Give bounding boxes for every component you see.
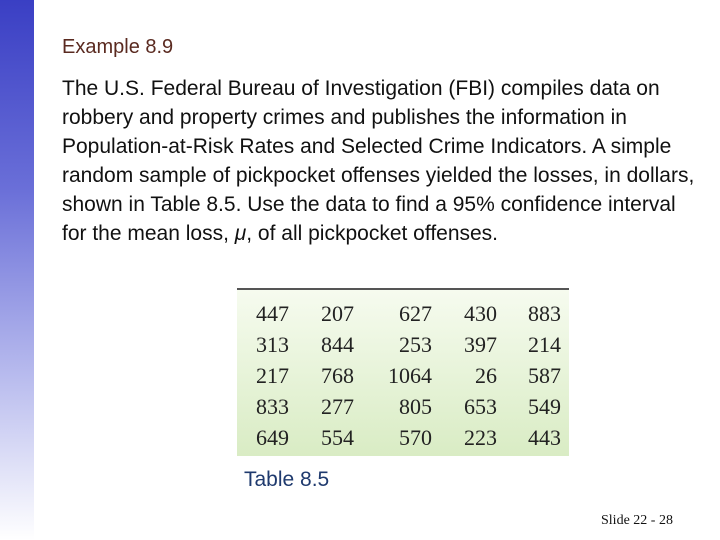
table-row — [237, 422, 569, 453]
table-cell: 883 — [528, 300, 561, 326]
decorative-side-bar — [0, 0, 34, 540]
table-cell: 26 — [475, 362, 497, 388]
slide-title: Example 8.9 — [62, 36, 174, 58]
table-row — [237, 391, 569, 422]
table-cell: 844 — [321, 331, 354, 357]
table-cell: 207 — [321, 300, 354, 326]
table-cell: 277 — [321, 393, 354, 419]
table-row — [237, 329, 569, 360]
table-cell: 397 — [464, 331, 497, 357]
pickpocket-loss-table — [237, 298, 569, 453]
table-cell: 805 — [399, 393, 432, 419]
table-cell: 554 — [321, 424, 354, 450]
table-cell: 627 — [399, 300, 432, 326]
table-cell: 768 — [321, 362, 354, 388]
table-cell: 833 — [256, 393, 289, 419]
table-cell: 214 — [528, 331, 561, 357]
table-cell: 217 — [256, 362, 289, 388]
table-cell: 253 — [399, 331, 432, 357]
table-cell: 430 — [464, 300, 497, 326]
table-cell: 653 — [464, 393, 497, 419]
slide-number: Slide 22 - 28 — [601, 513, 673, 528]
table-row — [237, 298, 569, 329]
slide-body-text — [62, 74, 702, 248]
table-cell: 649 — [256, 424, 289, 450]
table-cell: 1064 — [388, 362, 432, 388]
table-cell: 587 — [528, 362, 561, 388]
table-cell: 447 — [256, 300, 289, 326]
table-cell: 223 — [464, 424, 497, 450]
table-cell: 549 — [528, 393, 561, 419]
table-caption: Table 8.5 — [244, 468, 330, 491]
body-text-part-1: The U.S. Federal Bureau of Investigation (FBI) compiles data on robbery and property crimes and publishes the information in Population-at-Risk Rates and Selected Crime Indicators. A simple random sample of pickpocket offenses yielded the losses, in dollars, shown in Table 8.5. Use the data to find a 95% confidence interval for the mean loss, — [62, 77, 695, 245]
table-cell: 570 — [399, 424, 432, 450]
table-cell: 443 — [528, 424, 561, 450]
table-cell: 313 — [256, 331, 289, 357]
data-table-container — [237, 288, 569, 456]
table-row — [237, 360, 569, 391]
mu-symbol: μ — [234, 222, 247, 245]
body-text-part-2: , of all pickpocket offenses. — [246, 222, 499, 245]
